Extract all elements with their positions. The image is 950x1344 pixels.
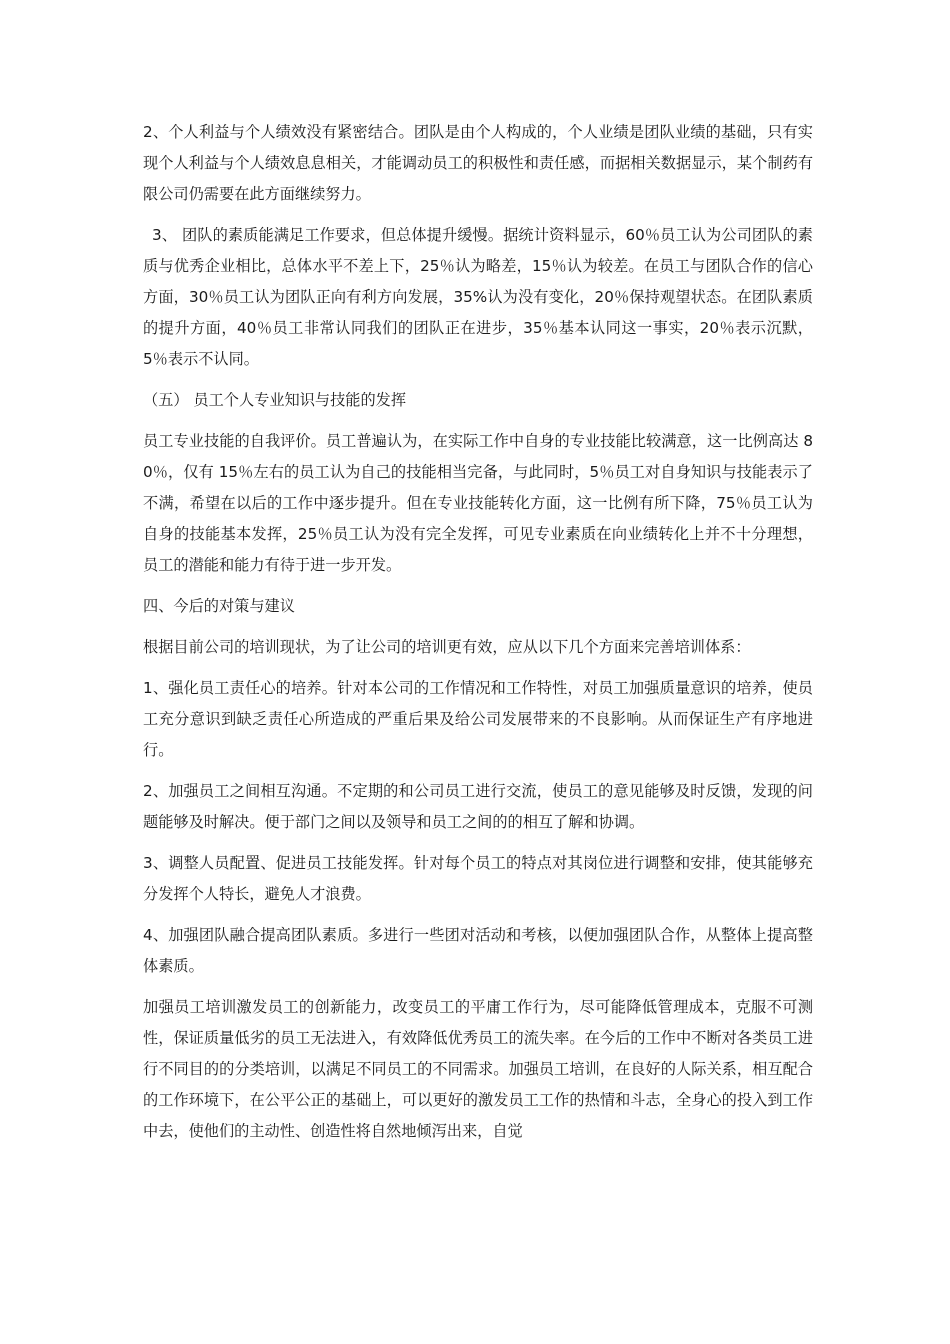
paragraph-training: 加强员工培训激发员工的创新能力，改变员工的平庸工作行为，尽可能降低管理成本，克服不可测性，保证质量低劣的员工无法进入，有效降低优秀员工的流失率。在今后的工作中不断对各类员工进行不同目的的分类培训，以满足不同员工的不同需求。加强员工培训，在良好的人际关系，相互配合的工作环境下，在公平公正的基础上，可以更好的激发员工工作的热情和斗志，全身心的投入到工作中去，使他们的主动性、创造性将自然地倾泻出来，自觉 [143, 998, 813, 1140]
section-heading-five: （五） 员工个人专业知识与技能的发挥 [143, 391, 407, 409]
document-page [143, 117, 813, 1157]
paragraph-team-quality: 3、 团队的素质能满足工作要求，但总体提升缓慢。据统计资料显示，60％员工认为公司团队的素质与优秀企业相比，总体水平不差上下，25％认为略差，15％认为较差。在员工与团队合作的信心方面，30％员工认为团队正向有利方向发展，35%认为没有变化，20％保持观望状态。在团队素质的提升方面，40％员工非常认同我们的团队正在进步，35％基本认同这一事实，20％表示沉默，5％表示不认同。 [143, 226, 813, 368]
paragraph-team-integration: 4、加强团队融合提高团队素质。多进行一些团对活动和考核，以便加强团队合作，从整体上提高整体素质。 [143, 926, 813, 975]
paragraph-staffing: 3、调整人员配置、促进员工技能发挥。针对每个员工的特点对其岗位进行调整和安排，使其能够充分发挥个人特长，避免人才浪费。 [143, 854, 813, 903]
paragraph-communication: 2、加强员工之间相互沟通。不定期的和公司员工进行交流，使员工的意见能够及时反馈，发现的问题能够及时解决。便于部门之间以及领导和员工之间的的相互了解和协调。 [143, 782, 813, 831]
paragraph-individual-interest: 2、个人利益与个人绩效没有紧密结合。团队是由个人构成的，个人业绩是团队业绩的基础，只有实现个人利益与个人绩效息息相关，才能调动员工的积极性和责任感，而据相关数据显示，某个制药有限公司仍需要在此方面继续努力。 [143, 123, 813, 203]
section-heading-four: 四、今后的对策与建议 [143, 597, 295, 615]
paragraph-skill-evaluation: 员工专业技能的自我评价。员工普遍认为，在实际工作中自身的专业技能比较满意，这一比例高达 80％，仅有 15％左右的员工认为自己的技能相当完备，与此同时，5％员工对自身知识与技能表示了不满，希望在以后的工作中逐步提升。但在专业技能转化方面，这一比例有所下降，75％员工认为自身的技能基本发挥，25％员工认为没有完全发挥，可见专业素质在向业绩转化上并不十分理想，员工的潜能和能力有待于进一步开发。 [143, 432, 813, 574]
paragraph-intro: 根据目前公司的培训现状，为了让公司的培训更有效，应从以下几个方面来完善培训体系： [143, 638, 751, 656]
paragraph-responsibility: 1、强化员工责任心的培养。针对本公司的工作情况和工作特性，对员工加强质量意识的培养，使员工充分意识到缺乏责任心所造成的严重后果及给公司发展带来的不良影响。从而保证生产有序地进行。 [143, 679, 813, 759]
